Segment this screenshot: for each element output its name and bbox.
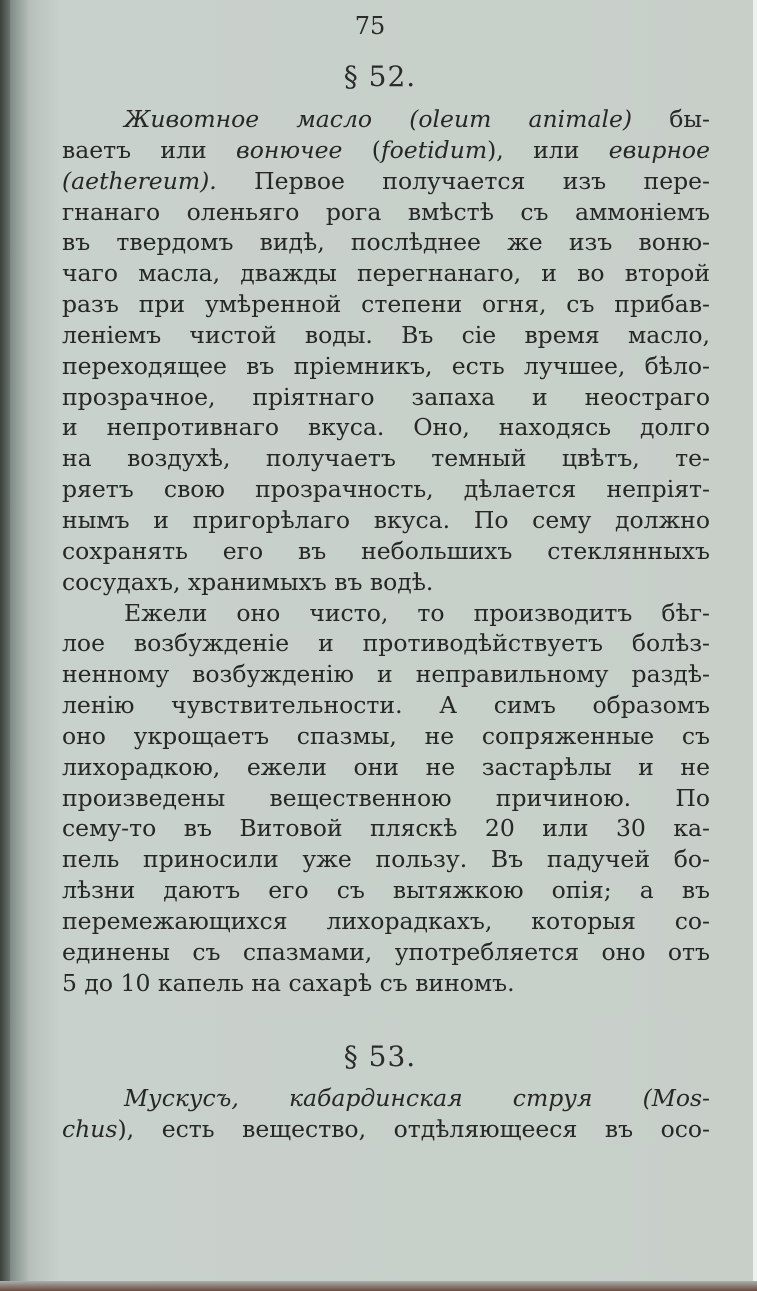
text-line xyxy=(62,536,710,567)
text-span: ленію чувствительности. А симъ образомъ xyxy=(62,691,710,720)
text-span: сосудахъ, хранимыхъ въ водѣ. xyxy=(62,567,434,596)
text-span: нымъ и пригорѣлаго вкуса. По сему должно xyxy=(62,505,710,534)
text-line xyxy=(62,289,710,320)
section-heading-52: § 52. xyxy=(343,60,417,93)
text-line xyxy=(62,1083,710,1114)
text-span: въ твердомъ видѣ, послѣднее же изъ воню- xyxy=(62,228,710,257)
text-line xyxy=(62,382,710,413)
text-span: 5 до 10 капель на сахарѣ съ виномъ. xyxy=(62,968,515,997)
italic-text: foetidum xyxy=(380,135,488,164)
text-span: Первое получается изъ пере- xyxy=(216,166,710,195)
section-heading-53: § 53. xyxy=(343,1040,417,1073)
text-span: лихорадкою, ежели они не застарѣлы и не xyxy=(62,752,710,781)
text-span: на воздухѣ, получаетъ темный цвѣтъ, те- xyxy=(62,444,710,473)
text-span: бы- xyxy=(632,105,710,133)
text-span: произведены вещественною причиною. По xyxy=(62,783,710,812)
section-52-body xyxy=(62,104,710,998)
text-line xyxy=(62,813,710,844)
text-line xyxy=(62,474,710,505)
text-line xyxy=(62,659,710,690)
text-line xyxy=(62,1114,710,1145)
text-line xyxy=(62,968,710,999)
text-span: гнанаго оленьяго рога вмѣстѣ съ аммоніемъ xyxy=(62,197,710,226)
text-span: ненному возбужденію и неправильному раздѣ- xyxy=(62,660,710,689)
text-line xyxy=(62,351,710,382)
binding-edge xyxy=(0,0,10,1291)
text-line xyxy=(62,844,710,875)
text-span: сохранять его въ небольшихъ стеклянныхъ xyxy=(62,536,710,565)
text-line xyxy=(62,598,710,629)
italic-text: chus xyxy=(62,1114,118,1143)
text-line xyxy=(62,197,710,228)
text-line xyxy=(62,227,710,258)
text-span: лѣзни даютъ его съ вытяжкою опія; а въ xyxy=(62,876,710,905)
page-bottom-edge xyxy=(0,1281,757,1291)
text-span: ), есть вещество, отдѣляющееся въ осо- xyxy=(117,1114,710,1143)
text-line xyxy=(62,135,710,166)
italic-text: вонючее xyxy=(236,135,343,164)
text-span: чаго масла, дважды перегнанаго, и во второй xyxy=(62,259,710,288)
page-right-edge xyxy=(753,0,757,1291)
text-line xyxy=(62,166,710,197)
text-line xyxy=(62,567,710,598)
text-line xyxy=(62,783,710,814)
text-line xyxy=(62,443,710,474)
text-span: ), или xyxy=(487,135,609,164)
text-line xyxy=(62,412,710,443)
text-line xyxy=(62,258,710,289)
page-number: 75 xyxy=(354,12,386,40)
section-53-body xyxy=(62,1083,710,1145)
text-line xyxy=(62,906,710,937)
text-span: оно укрощаетъ спазмы, не сопряженные съ xyxy=(62,721,710,750)
text-line xyxy=(62,628,710,659)
text-span: ( xyxy=(342,135,381,164)
text-line xyxy=(62,752,710,783)
text-line xyxy=(62,875,710,906)
text-span: разъ при умѣренной степени огня, съ прибав- xyxy=(62,290,710,319)
text-span: единены съ спазмами, употребляется оно отъ xyxy=(62,937,710,966)
text-span: переходящее въ пріемникъ, есть лучшее, бѣло- xyxy=(62,351,710,380)
text-span: ваетъ или xyxy=(62,135,237,164)
italic-text: Животное масло (oleum animale) xyxy=(124,105,633,133)
text-span: перемежающихся лихорадкахъ, которыя со- xyxy=(62,906,710,935)
text-span: ряетъ свою прозрачность, дѣлается непріят- xyxy=(62,475,710,504)
text-line xyxy=(62,690,710,721)
text-span: Ежели оно чисто, то производитъ бѣг- xyxy=(124,598,710,627)
text-span: лое возбужденіе и противодѣйствуетъ болѣз- xyxy=(62,629,710,658)
text-span: пель приносили уже пользу. Въ падучей бо- xyxy=(62,845,710,874)
text-line xyxy=(62,104,710,135)
text-line xyxy=(62,937,710,968)
text-span: сему-то въ Витовой пляскѣ 20 или 30 ка- xyxy=(62,814,710,843)
italic-text: Мускусъ, кабардинская струя (Mos- xyxy=(124,1084,710,1112)
text-span: леніемъ чистой воды. Въ сіе время масло, xyxy=(62,320,710,349)
text-span: и непротивнаго вкуса. Оно, находясь долго xyxy=(62,413,710,442)
text-line xyxy=(62,320,710,351)
text-span: прозрачное, пріятнаго запаха и неостраго xyxy=(62,382,710,411)
italic-text: евирное xyxy=(608,135,710,164)
text-line xyxy=(62,505,710,536)
text-line xyxy=(62,721,710,752)
italic-text: (aethereum). xyxy=(62,166,217,195)
